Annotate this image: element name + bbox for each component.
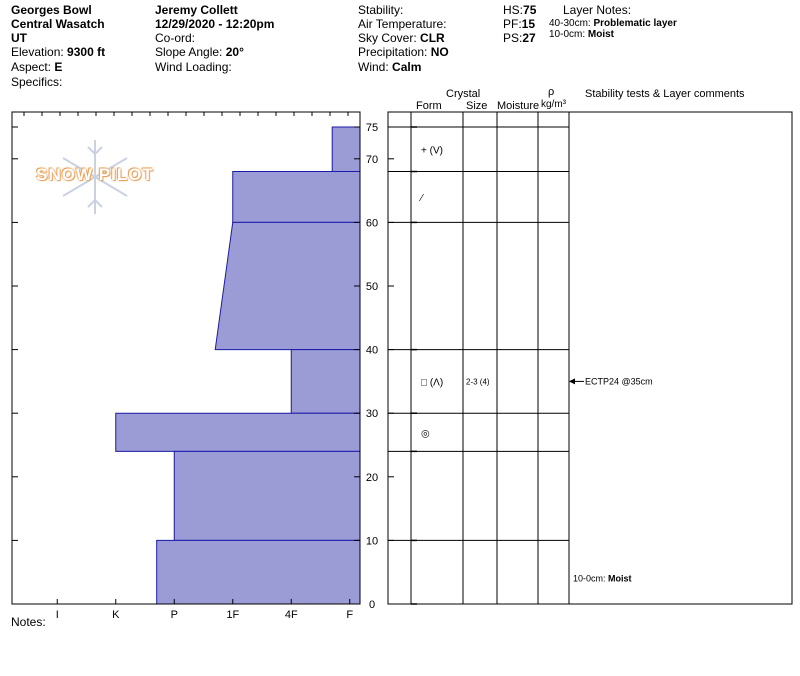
- depth-label: 75: [365, 122, 379, 134]
- depth-label: 60: [365, 217, 379, 230]
- slope-label: Slope Angle:: [155, 45, 223, 59]
- sky-label: Sky Cover:: [358, 31, 417, 45]
- hs-value: 75: [523, 3, 537, 17]
- stability-arrow-head: [569, 378, 575, 384]
- layer-notes-label: Layer Notes:: [563, 3, 632, 17]
- size-header: Size: [466, 100, 488, 112]
- ps-label: PS:: [503, 31, 523, 45]
- precip-label: Precipitation:: [358, 45, 428, 59]
- range-name: Central Wasatch: [11, 17, 105, 31]
- sky-value: CLR: [420, 31, 445, 45]
- x-tick-label: K: [112, 609, 120, 621]
- density-symbol: ρ: [548, 86, 555, 98]
- layer-comment-range: 10-0cm:: [573, 573, 609, 584]
- stability-label: Stability:: [358, 3, 404, 17]
- layer-note-range: 40-30cm:: [549, 18, 591, 29]
- notes-label: Notes:: [11, 615, 46, 629]
- depth-label: 50: [365, 281, 379, 293]
- crystal-size: 2-3 (4): [466, 377, 490, 387]
- hardness-layer: [291, 350, 360, 414]
- moisture-header: Moisture: [497, 100, 540, 112]
- depth-label: 10: [365, 535, 379, 548]
- depth-label: 40: [365, 344, 379, 357]
- wind-label: Wind:: [358, 60, 389, 74]
- layer-note-text: Problematic layer: [593, 18, 677, 29]
- stability-test-text: ECTP24 @35cm: [585, 376, 653, 387]
- hardness-layer: [233, 172, 360, 223]
- layer-comment: [573, 574, 632, 584]
- location-name: Georges Bowl: [11, 3, 92, 17]
- x-tick-label: F: [346, 609, 354, 621]
- crystal-form-symbol: ◎: [421, 428, 430, 440]
- profile-table-frame: [388, 112, 792, 604]
- crystal-form-symbol: □ (Λ): [421, 377, 444, 389]
- depth-label: 0: [368, 599, 376, 611]
- depth-label: 70: [365, 153, 379, 166]
- hs-label: HS:: [503, 3, 524, 17]
- density-unit: kg/m³: [541, 99, 566, 110]
- observer-name: Jeremy Collett: [155, 3, 238, 17]
- elevation-value: 9300 ft: [67, 45, 106, 59]
- crystal-form-symbol: + (V): [421, 145, 443, 157]
- precip-value: NO: [430, 45, 449, 59]
- wind-loading-label: Wind Loading:: [155, 60, 232, 74]
- x-tick-label: 4F: [284, 609, 298, 621]
- specifics-label: Specifics:: [11, 75, 63, 89]
- depth-label: 20: [365, 471, 379, 484]
- hardness-layer: [116, 413, 360, 451]
- pf-label: PF:: [503, 17, 522, 31]
- depth-label: 30: [365, 408, 379, 421]
- x-tick-label: 1F: [226, 609, 240, 621]
- hardness-layer: [174, 451, 360, 540]
- logo-text: SNOW PILOT: [36, 165, 154, 184]
- x-tick-label: P: [170, 609, 178, 621]
- state-name: UT: [11, 31, 27, 45]
- layer-comment-text: Moist: [608, 573, 632, 584]
- ps-value: 27: [522, 31, 536, 45]
- layer-note-range: 10-0cm:: [549, 29, 586, 40]
- coord-label: Co-ord:: [155, 31, 196, 45]
- aspect-value: E: [54, 60, 63, 74]
- aspect-label: Aspect:: [11, 60, 52, 74]
- wind-value: Calm: [392, 60, 422, 74]
- hardness-layer: [157, 540, 360, 604]
- form-header: Form: [416, 100, 442, 112]
- hardness-layer: [332, 127, 360, 172]
- x-tick-label: I: [55, 609, 59, 621]
- hardness-layer: [215, 222, 360, 349]
- crystal-header: Crystal: [446, 88, 481, 100]
- layer-note-text: Moist: [587, 29, 615, 40]
- elevation-label: Elevation:: [11, 45, 64, 59]
- stability-header: Stability tests & Layer comments: [585, 88, 745, 100]
- crystal-form-symbol: ⁄: [421, 192, 423, 204]
- pf-value: 15: [521, 17, 536, 31]
- observation-datetime: 12/29/2020 - 12:20pm: [155, 17, 275, 31]
- slope-value: 20°: [225, 45, 244, 59]
- air-temp-label: Air Temperature:: [358, 17, 447, 31]
